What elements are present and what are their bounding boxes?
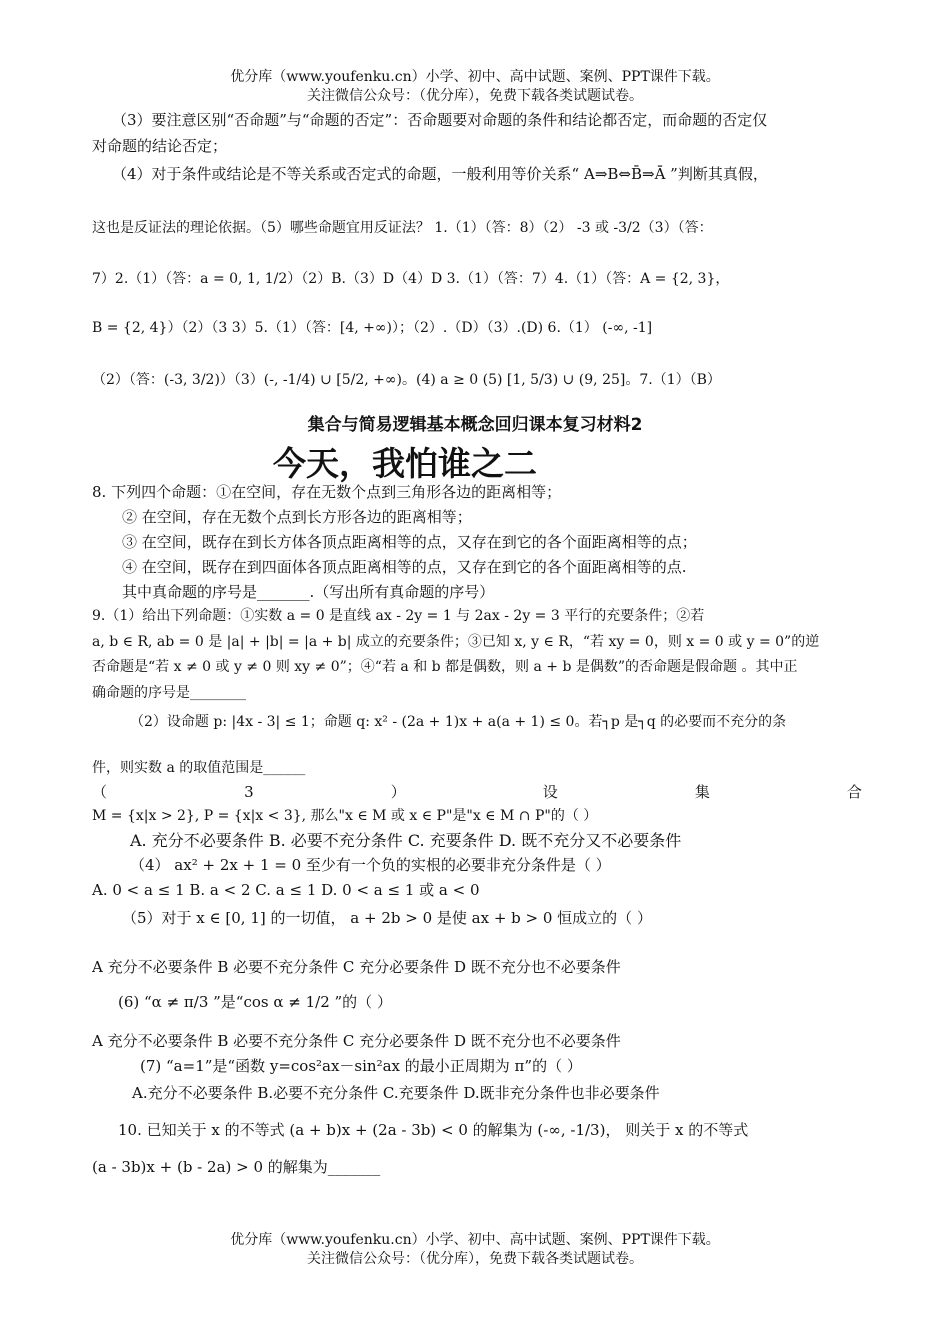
- header-line-2: 关注微信公众号：（优分库），免费下载各类试题试卷。: [307, 88, 643, 104]
- q10-line-2: (a - 3b)x + (b - 2a) > 0 的解集为_______: [92, 1158, 381, 1176]
- q8-question: 其中真命题的序号是_______.（写出所有真命题的序号）: [122, 583, 495, 601]
- answers-line-1: 这也是反证法的理论依据。（5）哪些命题宜用反证法？ 1.（1）（答：8）（2） -3 或 -3/2（3）（答：: [92, 220, 713, 236]
- q9-part3-options: A. 充分不必要条件 B. 必要不充分条件 C. 充要条件 D. 既不充分又不必要条件: [130, 831, 682, 850]
- q9-part6-stem: (6) “α ≠ π/3 ”是“cos α ≠ 1/2 ”的（ ）: [118, 993, 392, 1011]
- q9-line-3: 否命题是“若 x ≠ 0 或 y ≠ 0 则 xy ≠ 0”；④“若 a 和 b 都是偶数，则 a + b 是偶数”的否命题是假命题 。其中正: [92, 659, 798, 675]
- q8-stem: 8. 下列四个命题：①在空间，存在无数个点到三角形各边的距离相等；: [92, 483, 562, 501]
- section-title: 今天，我怕谁之二: [273, 444, 537, 483]
- q9-part3-header: [92, 782, 862, 802]
- q9-part3-word: 集: [694, 783, 710, 801]
- q9-part5-options: A 充分不必要条件 B 必要不充分条件 C 充分必要条件 D 既不充分也不必要条件: [92, 958, 621, 976]
- answers-line-3: B = {2, 4}）（2）（3 3）5.（1）（答：[4, +∞)）；（2）.（D）（3）.(D) 6.（1） (-∞, -1]: [92, 320, 653, 336]
- header-line-1: 优分库（www.youfenku.cn）小学、初中、高中试题、案例、PPT课件下载。: [230, 69, 720, 85]
- q9-part4-stem: （4） ax² + 2x + 1 = 0 至少有一个负的实根的必要非充分条件是（ ）: [130, 856, 611, 874]
- q9-part3-statement: M = {x|x > 2}, P = {x|x < 3}, 那么"x ∈ M 或 x ∈ P"是"x ∈ M ∩ P"的（ ）: [92, 808, 598, 824]
- q9-line-1: 9.（1）给出下列命题：①实数 a = 0 是直线 ax - 2y = 1 与 2ax - 2y = 3 平行的充要条件；②若: [92, 608, 705, 624]
- q9-part7-stem: (7) “a=1”是“函数 y=cos²ax－sin²ax 的最小正周期为 π”的（ ）: [140, 1057, 582, 1075]
- q8-option-2: ② 在空间，存在无数个点到长方形各边的距离相等；: [122, 508, 472, 526]
- q10-line-1: 10. 已知关于 x 的不等式 (a + b)x + (2a - 3b) < 0 的解集为 (-∞, -1/3)， 则关于 x 的不等式: [118, 1121, 749, 1139]
- q9-part3-word: 3: [244, 783, 254, 801]
- q9-part3-word: 合: [846, 783, 862, 801]
- note-3-line-1: （3）要注意区别“否命题”与“命题的否定”：否命题要对命题的条件和结论都否定，而命题的否定仅: [112, 111, 768, 129]
- footer-line-2: 关注微信公众号：（优分库），免费下载各类试题试卷。: [307, 1251, 643, 1267]
- q9-part3-word: ）: [390, 783, 406, 801]
- q9-part2-line-2: 件，则实数 a 的取值范围是______: [92, 760, 306, 776]
- q9-part3-word: 设: [542, 783, 558, 801]
- q9-part5-stem: （5）对于 x ∈ [0, 1] 的一切值， a + 2b > 0 是使 ax + b > 0 恒成立的（ ）: [122, 909, 652, 927]
- q9-line-4: 确命题的序号是________: [92, 685, 246, 701]
- q9-part4-options: A. 0 < a ≤ 1 B. a < 2 C. a ≤ 1 D. 0 < a ≤ 1 或 a < 0: [92, 881, 480, 899]
- answers-line-2: 7）2.（1）（答：a = 0, 1, 1/2）（2）B.（3）D（4）D 3.（1）（答：7）4.（1）（答：A = {2, 3}，: [92, 271, 730, 287]
- q8-option-3: ③ 在空间，既存在到长方体各顶点距离相等的点，又存在到它的各个面距离相等的点；: [122, 533, 697, 551]
- section-subtitle: 集合与简易逻辑基本概念回归课本复习材料2: [307, 415, 643, 435]
- q9-part6-options: A 充分不必要条件 B 必要不充分条件 C 充分必要条件 D 既不充分也不必要条件: [92, 1032, 621, 1050]
- note-4: （4）对于条件或结论是不等关系或否定式的命题，一般利用等价关系“ A⇒B⇔B̄⇒Ā ”判断其真假，: [112, 165, 768, 183]
- note-3-line-2: 对命题的结论否定；: [92, 137, 228, 155]
- q9-line-2: a, b ∈ R, ab = 0 是 |a| + |b| = |a + b| 成立的充要条件；③已知 x, y ∈ R，“若 xy = 0，则 x = 0 或 y = 0”的逆: [92, 634, 820, 650]
- q8-option-4: ④ 在空间，既存在到四面体各顶点距离相等的点，又存在到它的各个面距离相等的点.: [122, 558, 687, 576]
- q9-part3-word: （: [92, 783, 108, 801]
- q9-part2-line-1: （2）设命题 p: |4x - 3| ≤ 1；命题 q: x² - (2a + 1)x + a(a + 1) ≤ 0。若┐p 是┐q 的必要而不充分的条: [130, 714, 787, 730]
- answers-line-4: （2）（答：(-3, 3/2)）（3）(-, -1/4) ∪ [5/2, +∞)。(4) a ≥ 0 (5) [1, 5/3) ∪ (9, 25]。7.（1）（B）: [92, 372, 721, 388]
- q9-part7-options: A.充分不必要条件 B.必要不充分条件 C.充要条件 D.既非充分条件也非必要条件: [132, 1084, 660, 1102]
- footer-line-1: 优分库（www.youfenku.cn）小学、初中、高中试题、案例、PPT课件下载。: [230, 1232, 720, 1248]
